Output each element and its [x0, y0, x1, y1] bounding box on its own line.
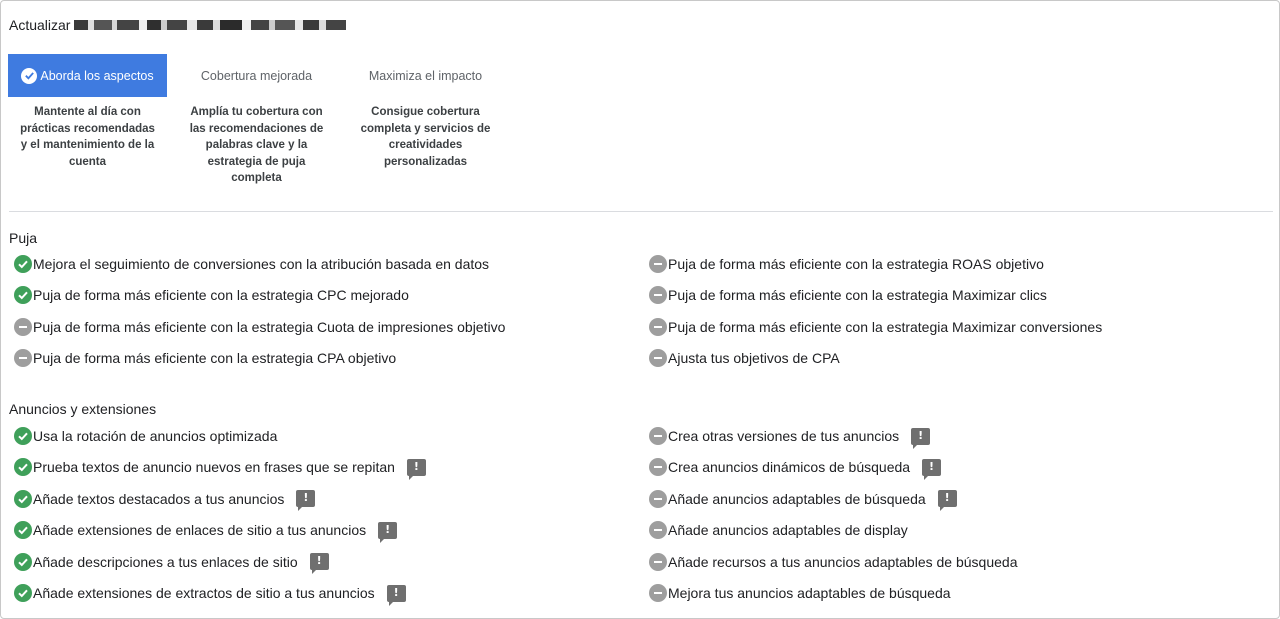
step-cobertura-mejorada[interactable]: [177, 54, 336, 187]
check-circle-icon: [14, 255, 32, 273]
anuncios-right-list: [649, 426, 1269, 616]
recommendation-item[interactable]: [649, 552, 1017, 572]
step-description: Amplía tu cobertura con las recomendaciones de palabras clave y la estrategia de puja completa: [189, 106, 324, 184]
recommendation-label: Puja de forma más eficiente con la estrategia CPA objetivo: [33, 349, 397, 366]
minus-circle-icon: [649, 458, 667, 476]
minus-circle-icon: [14, 349, 32, 367]
recommendation-item[interactable]: [649, 489, 957, 509]
minus-circle-icon: [649, 427, 667, 445]
recommendation-label: Prueba textos de anuncio nuevos en frases que se repitan: [33, 459, 395, 476]
check-circle-icon: [21, 68, 37, 84]
recommendation-item[interactable]: [14, 317, 505, 337]
minus-circle-icon: [649, 584, 667, 602]
recommendation-label: Añade extensiones de extractos de sitio a tus anuncios: [33, 585, 375, 601]
feedback-icon[interactable]: !: [296, 490, 315, 507]
minus-circle-icon: [649, 553, 667, 571]
recommendation-label: Añade descripciones a tus enlaces de sitio: [33, 553, 298, 570]
feedback-icon[interactable]: !: [387, 585, 406, 602]
recommendation-label: Mejora el seguimiento de conversiones con la atribución basada en datos: [33, 256, 490, 272]
recommendation-label: Crea anuncios dinámicos de búsqueda: [668, 459, 911, 476]
step-tab[interactable]: [177, 54, 336, 97]
feedback-icon[interactable]: !: [378, 522, 397, 539]
recommendation-item[interactable]: [649, 583, 951, 603]
step-description: Mantente al día con prácticas recomendadas y el mantenimiento de la cuenta: [20, 106, 155, 168]
upgrade-steps: [8, 54, 505, 187]
step-label: Aborda los aspectos: [40, 68, 154, 83]
feedback-icon[interactable]: !: [922, 459, 941, 476]
recommendation-item[interactable]: [14, 285, 409, 305]
minus-circle-icon: [649, 286, 667, 304]
recommendation-label: Crea otras versiones de tus anuncios: [668, 428, 900, 444]
recommendation-item[interactable]: [14, 457, 426, 477]
recommendation-item[interactable]: [14, 489, 315, 509]
step-aborda-los-aspectos[interactable]: [8, 54, 167, 187]
minus-circle-icon: [649, 349, 667, 367]
recommendation-label: Puja de forma más eficiente con la estrategia Cuota de impresiones objetivo: [33, 318, 506, 335]
recommendation-item[interactable]: [14, 348, 396, 368]
step-tab[interactable]: [346, 54, 505, 97]
recommendation-item[interactable]: [14, 426, 277, 446]
recommendation-item[interactable]: [649, 285, 1047, 305]
recommendation-item[interactable]: [649, 317, 1102, 337]
minus-circle-icon: [649, 318, 667, 336]
recommendation-label: Mejora tus anuncios adaptables de búsqueda: [668, 585, 951, 601]
step-label: Maximiza el impacto: [368, 68, 483, 83]
recommendation-item[interactable]: [649, 254, 1044, 274]
recommendation-label: Añade anuncios adaptables de display: [668, 522, 908, 539]
recommendation-label: Añade anuncios adaptables de búsqueda: [668, 490, 926, 507]
recommendation-item[interactable]: [649, 457, 941, 477]
anuncios-left-list: [14, 426, 634, 616]
recommendation-label: Ajusta tus objetivos de CPA: [668, 349, 840, 366]
redacted-account-name: [74, 18, 346, 32]
puja-right-list: [649, 254, 1269, 374]
recommendation-item[interactable]: [14, 552, 329, 572]
recommendation-item[interactable]: [649, 348, 840, 368]
recommendation-item[interactable]: [14, 583, 406, 603]
puja-left-list: [14, 254, 634, 374]
recommendation-item[interactable]: [14, 254, 489, 274]
step-maximiza-el-impacto[interactable]: [346, 54, 505, 187]
minus-circle-icon: [14, 318, 32, 336]
recommendation-label: Puja de forma más eficiente con la estrategia Maximizar clics: [668, 287, 1047, 304]
panel-header: [9, 15, 346, 35]
recommendation-label: Puja de forma más eficiente con la estrategia CPC mejorado: [33, 287, 409, 304]
minus-circle-icon: [649, 255, 667, 273]
feedback-icon[interactable]: !: [310, 553, 329, 570]
minus-circle-icon: [649, 490, 667, 508]
recommendation-item[interactable]: [649, 520, 908, 540]
section-title-anuncios: Anuncios y extensiones: [9, 401, 157, 417]
check-circle-icon: [14, 286, 32, 304]
recommendation-label: Puja de forma más eficiente con la estrategia Maximizar conversiones: [668, 318, 1103, 335]
check-circle-icon: [14, 458, 32, 476]
recommendation-label: Añade recursos a tus anuncios adaptables de búsqueda: [668, 553, 1018, 570]
check-circle-icon: [14, 553, 32, 571]
feedback-icon[interactable]: !: [938, 490, 957, 507]
recommendation-item[interactable]: [649, 426, 930, 446]
recommendation-label: Añade textos destacados a tus anuncios: [33, 490, 285, 507]
step-description: Consigue cobertura completa y servicios de creatividades personalizadas: [360, 106, 491, 168]
recommendation-item[interactable]: [14, 520, 397, 540]
recommendation-label: Usa la rotación de anuncios optimizada: [33, 428, 278, 444]
check-circle-icon: [14, 584, 32, 602]
step-label: Cobertura mejorada: [200, 68, 313, 83]
minus-circle-icon: [649, 521, 667, 539]
step-tab[interactable]: [8, 54, 167, 97]
section-title-puja: Puja: [9, 230, 38, 246]
recommendation-label: Añade extensiones de enlaces de sitio a tus anuncios: [33, 522, 367, 539]
check-circle-icon: [14, 427, 32, 445]
check-circle-icon: [14, 521, 32, 539]
section-divider: [9, 211, 1273, 212]
check-circle-icon: [14, 490, 32, 508]
recommendation-label: Puja de forma más eficiente con la estrategia ROAS objetivo: [668, 256, 1044, 272]
feedback-icon[interactable]: !: [911, 428, 930, 445]
panel-title: Actualizar: [9, 17, 71, 33]
feedback-icon[interactable]: !: [407, 459, 426, 476]
